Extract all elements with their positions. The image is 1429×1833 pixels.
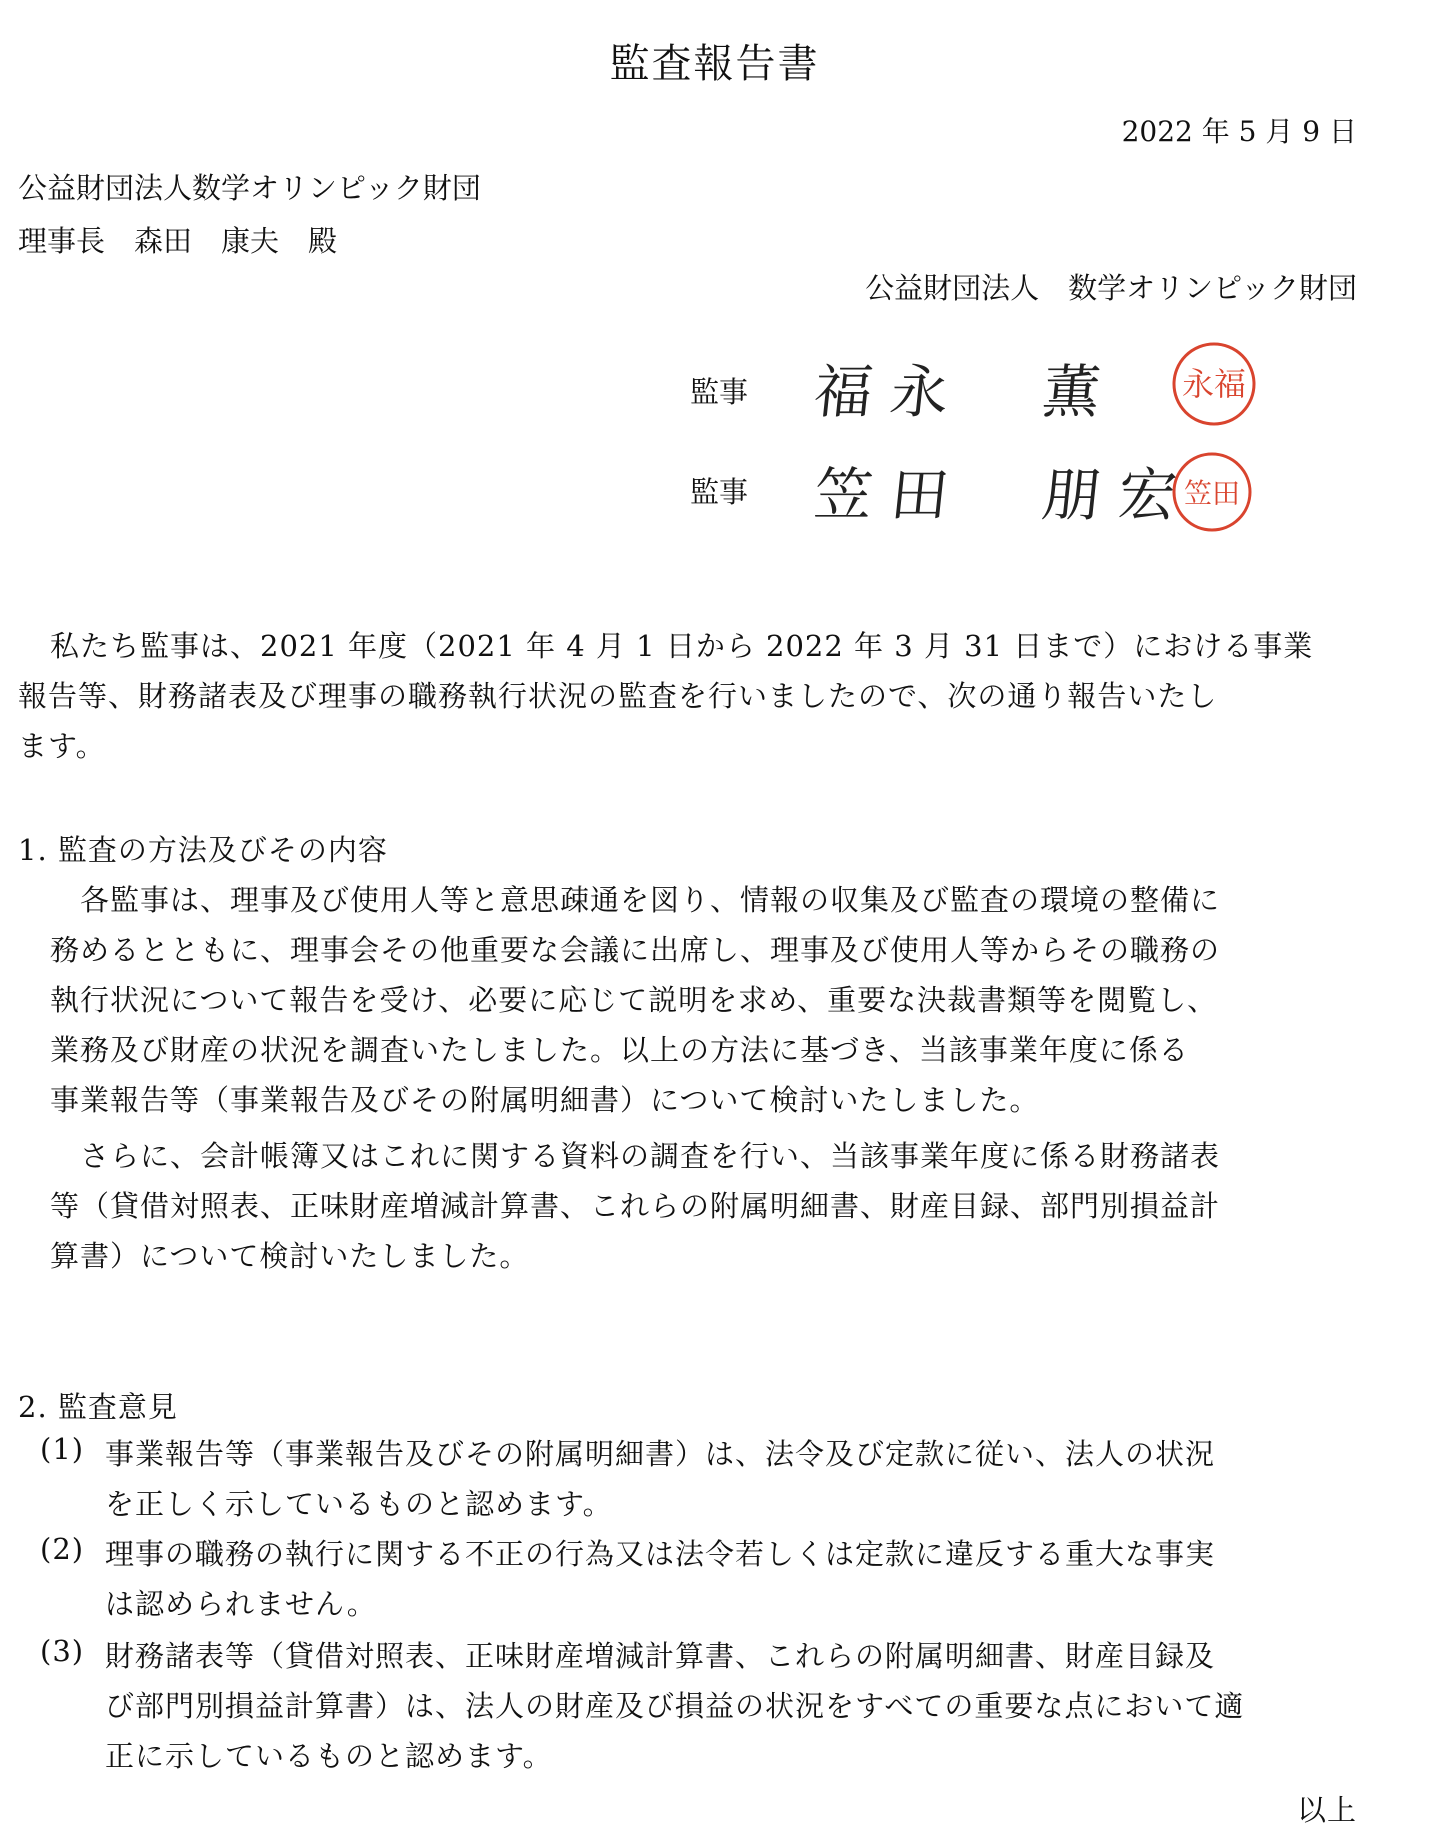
opinion-3-line-3: 正に示しているものと認めます。 — [105, 1739, 553, 1773]
section2-heading: 2. 監査意見 — [18, 1390, 178, 1424]
opinion-2-line-1: 理事の職務の執行に関する不正の行為又は法令若しくは定款に違反する重大な事実 — [105, 1537, 1216, 1571]
svg-text:永福: 永福 — [1181, 365, 1247, 403]
svg-text:笠田: 笠田 — [1183, 477, 1241, 510]
document-date: 2022 年 5 月 9 日 — [1121, 115, 1357, 148]
auditor-seal-2 — [1168, 448, 1256, 536]
addressee-organization: 公益財団法人数学オリンピック財団 — [18, 171, 481, 205]
auditor-role-1: 監事 — [690, 375, 749, 409]
opinion-num-2: (2) — [40, 1532, 85, 1566]
opinion-2-line-2: は認められません。 — [105, 1587, 377, 1621]
auditor-signature-2: 笠田 朋宏 — [810, 461, 1199, 529]
intro-line-2: 報告等、財務諸表及び理事の職務執行状況の監査を行いましたので、次の通り報告いたし — [18, 679, 1218, 713]
opinion-num-1: (1) — [40, 1432, 85, 1466]
intro-line-1: 私たち監事は、2021 年度（2021 年 4 月 1 日から 2022 年 3 月 31 日まで）における事業 — [50, 629, 1314, 663]
section1-heading: 1. 監査の方法及びその内容 — [18, 833, 388, 867]
issuer-organization: 公益財団法人 数学オリンピック財団 — [865, 271, 1357, 305]
section1-line-6: さらに、会計帳簿又はこれに関する資料の調査を行い、当該事業年度に係る財務諸表 — [80, 1139, 1221, 1173]
addressee-person: 理事長 森田 康夫 殿 — [18, 224, 338, 258]
document-title: 監査報告書 — [609, 41, 820, 87]
auditor-signature-1: 福永 薫 — [810, 358, 1123, 426]
section1-line-5: 事業報告等（事業報告及びその附属明細書）について検討いたしました。 — [50, 1083, 1040, 1117]
opinion-3-line-2: び部門別損益計算書）は、法人の財産及び損益の状況をすべての重要な点において適 — [105, 1689, 1245, 1723]
closing-text: 以上 — [1296, 1793, 1357, 1827]
auditor-role-2: 監事 — [690, 475, 749, 509]
opinion-1-line-2: を正しく示しているものと認めます。 — [105, 1487, 613, 1521]
section1-line-1: 各監事は、理事及び使用人等と意思疎通を図り、情報の収集及び監査の環境の整備に — [80, 883, 1221, 917]
intro-line-3: ます。 — [18, 729, 106, 763]
auditor-seal-1 — [1168, 338, 1260, 430]
section1-line-4: 業務及び財産の状況を調査いたしました。以上の方法に基づき、当該事業年度に係る — [50, 1033, 1189, 1067]
opinion-3-line-1: 財務諸表等（貸借対照表、正味財産増減計算書、これらの附属明細書、財産目録及 — [105, 1639, 1216, 1673]
section1-line-7: 等（貸借対照表、正味財産増減計算書、これらの附属明細書、財産目録、部門別損益計 — [50, 1189, 1221, 1223]
section1-line-8: 算書）について検討いたしました。 — [50, 1239, 530, 1273]
section1-line-2: 務めるとともに、理事会その他重要な会議に出席し、理事及び使用人等からその職務の — [50, 933, 1221, 967]
section1-line-3: 執行状況について報告を受け、必要に応じて説明を求め、重要な決裁書類等を閲覧し、 — [50, 983, 1218, 1017]
opinion-num-3: (3) — [40, 1634, 85, 1668]
opinion-1-line-1: 事業報告等（事業報告及びその附属明細書）は、法令及び定款に従い、法人の状況 — [105, 1437, 1216, 1471]
